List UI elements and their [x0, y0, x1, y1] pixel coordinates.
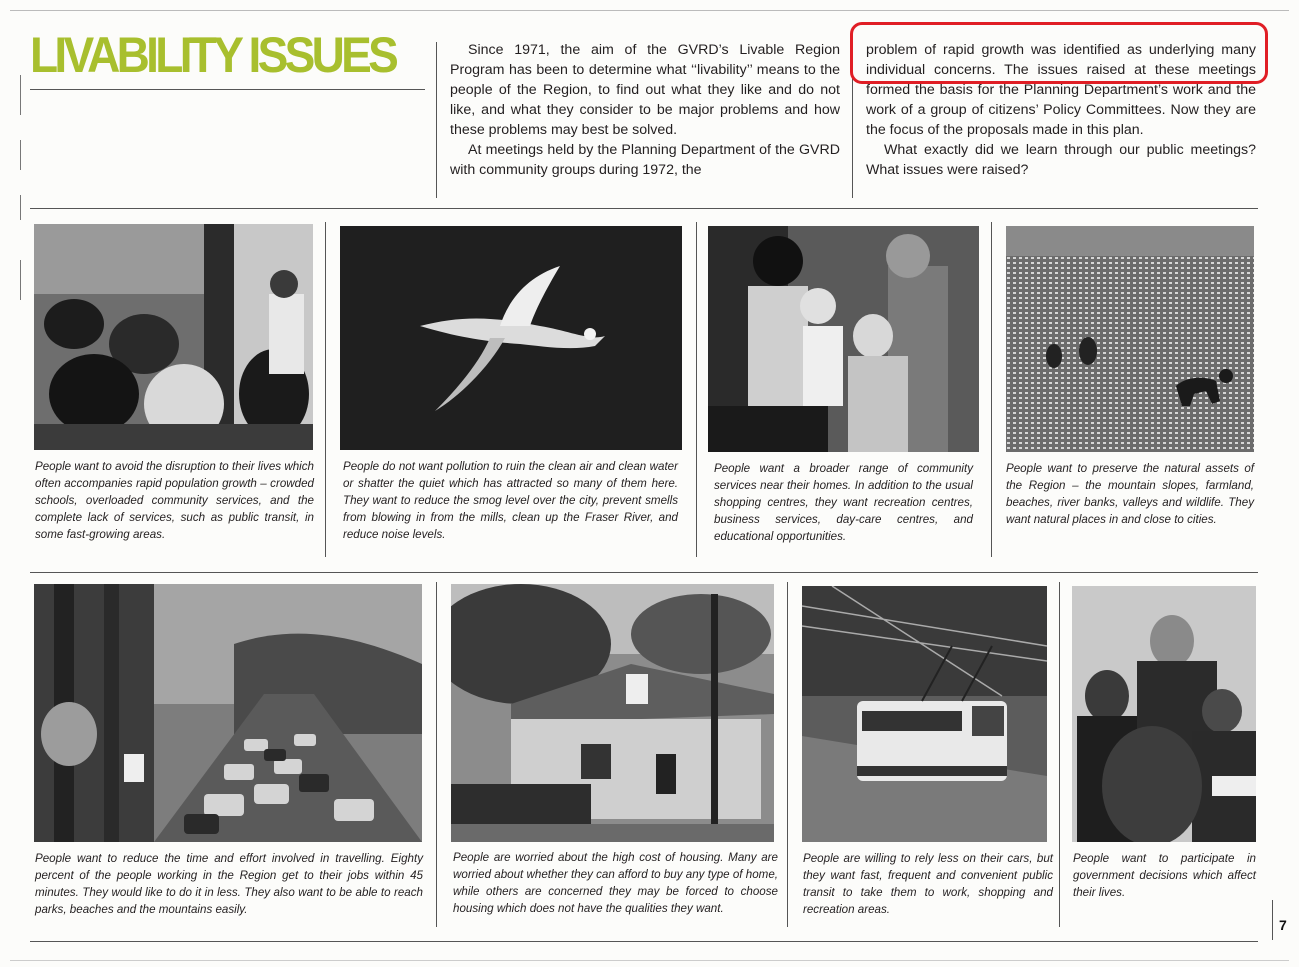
photo-divider [1059, 582, 1060, 927]
caption-bridge: People want to reduce the time and effort involved in travelling. Eighty percent of the people working in the Region get to their jobs within 45 minutes. They would like to do it in less. They also want to be able to reach parks, beaches and the mountains easily. [35, 852, 423, 916]
intro-paragraph: Since 1971, the aim of the GVRD’s Livable Region Program has been to determine what ‘‘livability’’ means to the people of the Region, to find out what they like and do not like, and what they consider to be major problems and how these problems may best be solved. [450, 42, 840, 138]
page-title: LIVABILITY ISSUES [30, 27, 396, 83]
photo-gull [340, 226, 682, 450]
title-underline [30, 89, 425, 90]
section-divider [30, 208, 1258, 209]
column-divider [436, 42, 437, 198]
caption-house: People are worried about the high cost of housing. Many are worried about whether they can afford to buy any type of home, while others are concerned they may be forced to choose housing which does not have the qualities they want. [453, 851, 778, 915]
crowd-image [34, 224, 313, 450]
photo-bridge [34, 584, 422, 842]
meeting-image [1072, 586, 1256, 842]
beach-image [1006, 226, 1254, 452]
photo-divider [696, 222, 697, 557]
caption-meeting: People want to participate in government decisions which affect their lives. [1073, 852, 1256, 899]
intro-paragraph: problem of rapid growth was identified as underlying many individual concerns. The issues raised at these meetings formed the basis for the Planning Department’s work and the work of a group of citizens’ Policy Committees. Now they are the focus of the proposals made in this plan. [866, 42, 1256, 138]
left-border-tick [20, 260, 21, 300]
photo-divider [991, 222, 992, 557]
shoppers-image [708, 226, 979, 452]
intro-column-1 [450, 40, 840, 180]
photo-meeting [1072, 586, 1256, 842]
top-border [10, 10, 1289, 11]
left-border-tick [20, 195, 21, 220]
photo-divider [325, 222, 326, 557]
photo-divider [436, 582, 437, 927]
page-edge [1272, 900, 1273, 940]
intro-paragraph: What exactly did we learn through our public meetings? What issues were raised? [866, 142, 1256, 178]
house-image [451, 584, 774, 842]
photo-house [451, 584, 774, 842]
caption-beach: People want to preserve the natural assets of the Region – the mountain slopes, farmland, beaches, river banks, valleys and wildlife. They want natural places in and close to cities. [1006, 462, 1254, 526]
caption-bus: People are willing to rely less on their cars, but they want fast, frequent and convenient public transit to take them to work, shopping and recreation areas. [803, 852, 1053, 916]
photo-crowd [34, 224, 313, 450]
bus-image [802, 586, 1047, 842]
intro-paragraph: At meetings held by the Planning Department of the GVRD with community groups during 1972, the [450, 142, 840, 178]
caption-crowd: People want to avoid the disruption to their lives which often accompanies rapid population growth – crowded schools, overloaded community services, and the complete lack of services, such as public transit, in some fast-growing areas. [35, 460, 314, 541]
photo-bus [802, 586, 1047, 842]
highlight-annotation [850, 22, 1268, 84]
section-divider [30, 572, 1258, 573]
left-border-tick [20, 140, 21, 170]
photo-beach [1006, 226, 1254, 452]
photo-shoppers [708, 226, 979, 452]
bottom-border [10, 960, 1289, 961]
left-border-tick [20, 75, 21, 115]
caption-gull: People do not want pollution to ruin the clean air and clean water or shatter the quiet which has attracted so many of them here. They want to reduce the smog level over the city, prevent smells from blowing in from the mills, clean up the Fraser River, and reduce noise levels. [343, 460, 678, 541]
page-number: 7 [1279, 917, 1287, 933]
bottom-divider [30, 941, 1258, 942]
caption-shoppers: People want a broader range of community services near their homes. In addition to the usual shopping centres, they want recreation centres, business services, day-care centres, and educational opportunities. [714, 462, 973, 543]
gull-image [340, 226, 682, 450]
bridge-image [34, 584, 422, 842]
photo-divider [787, 582, 788, 927]
